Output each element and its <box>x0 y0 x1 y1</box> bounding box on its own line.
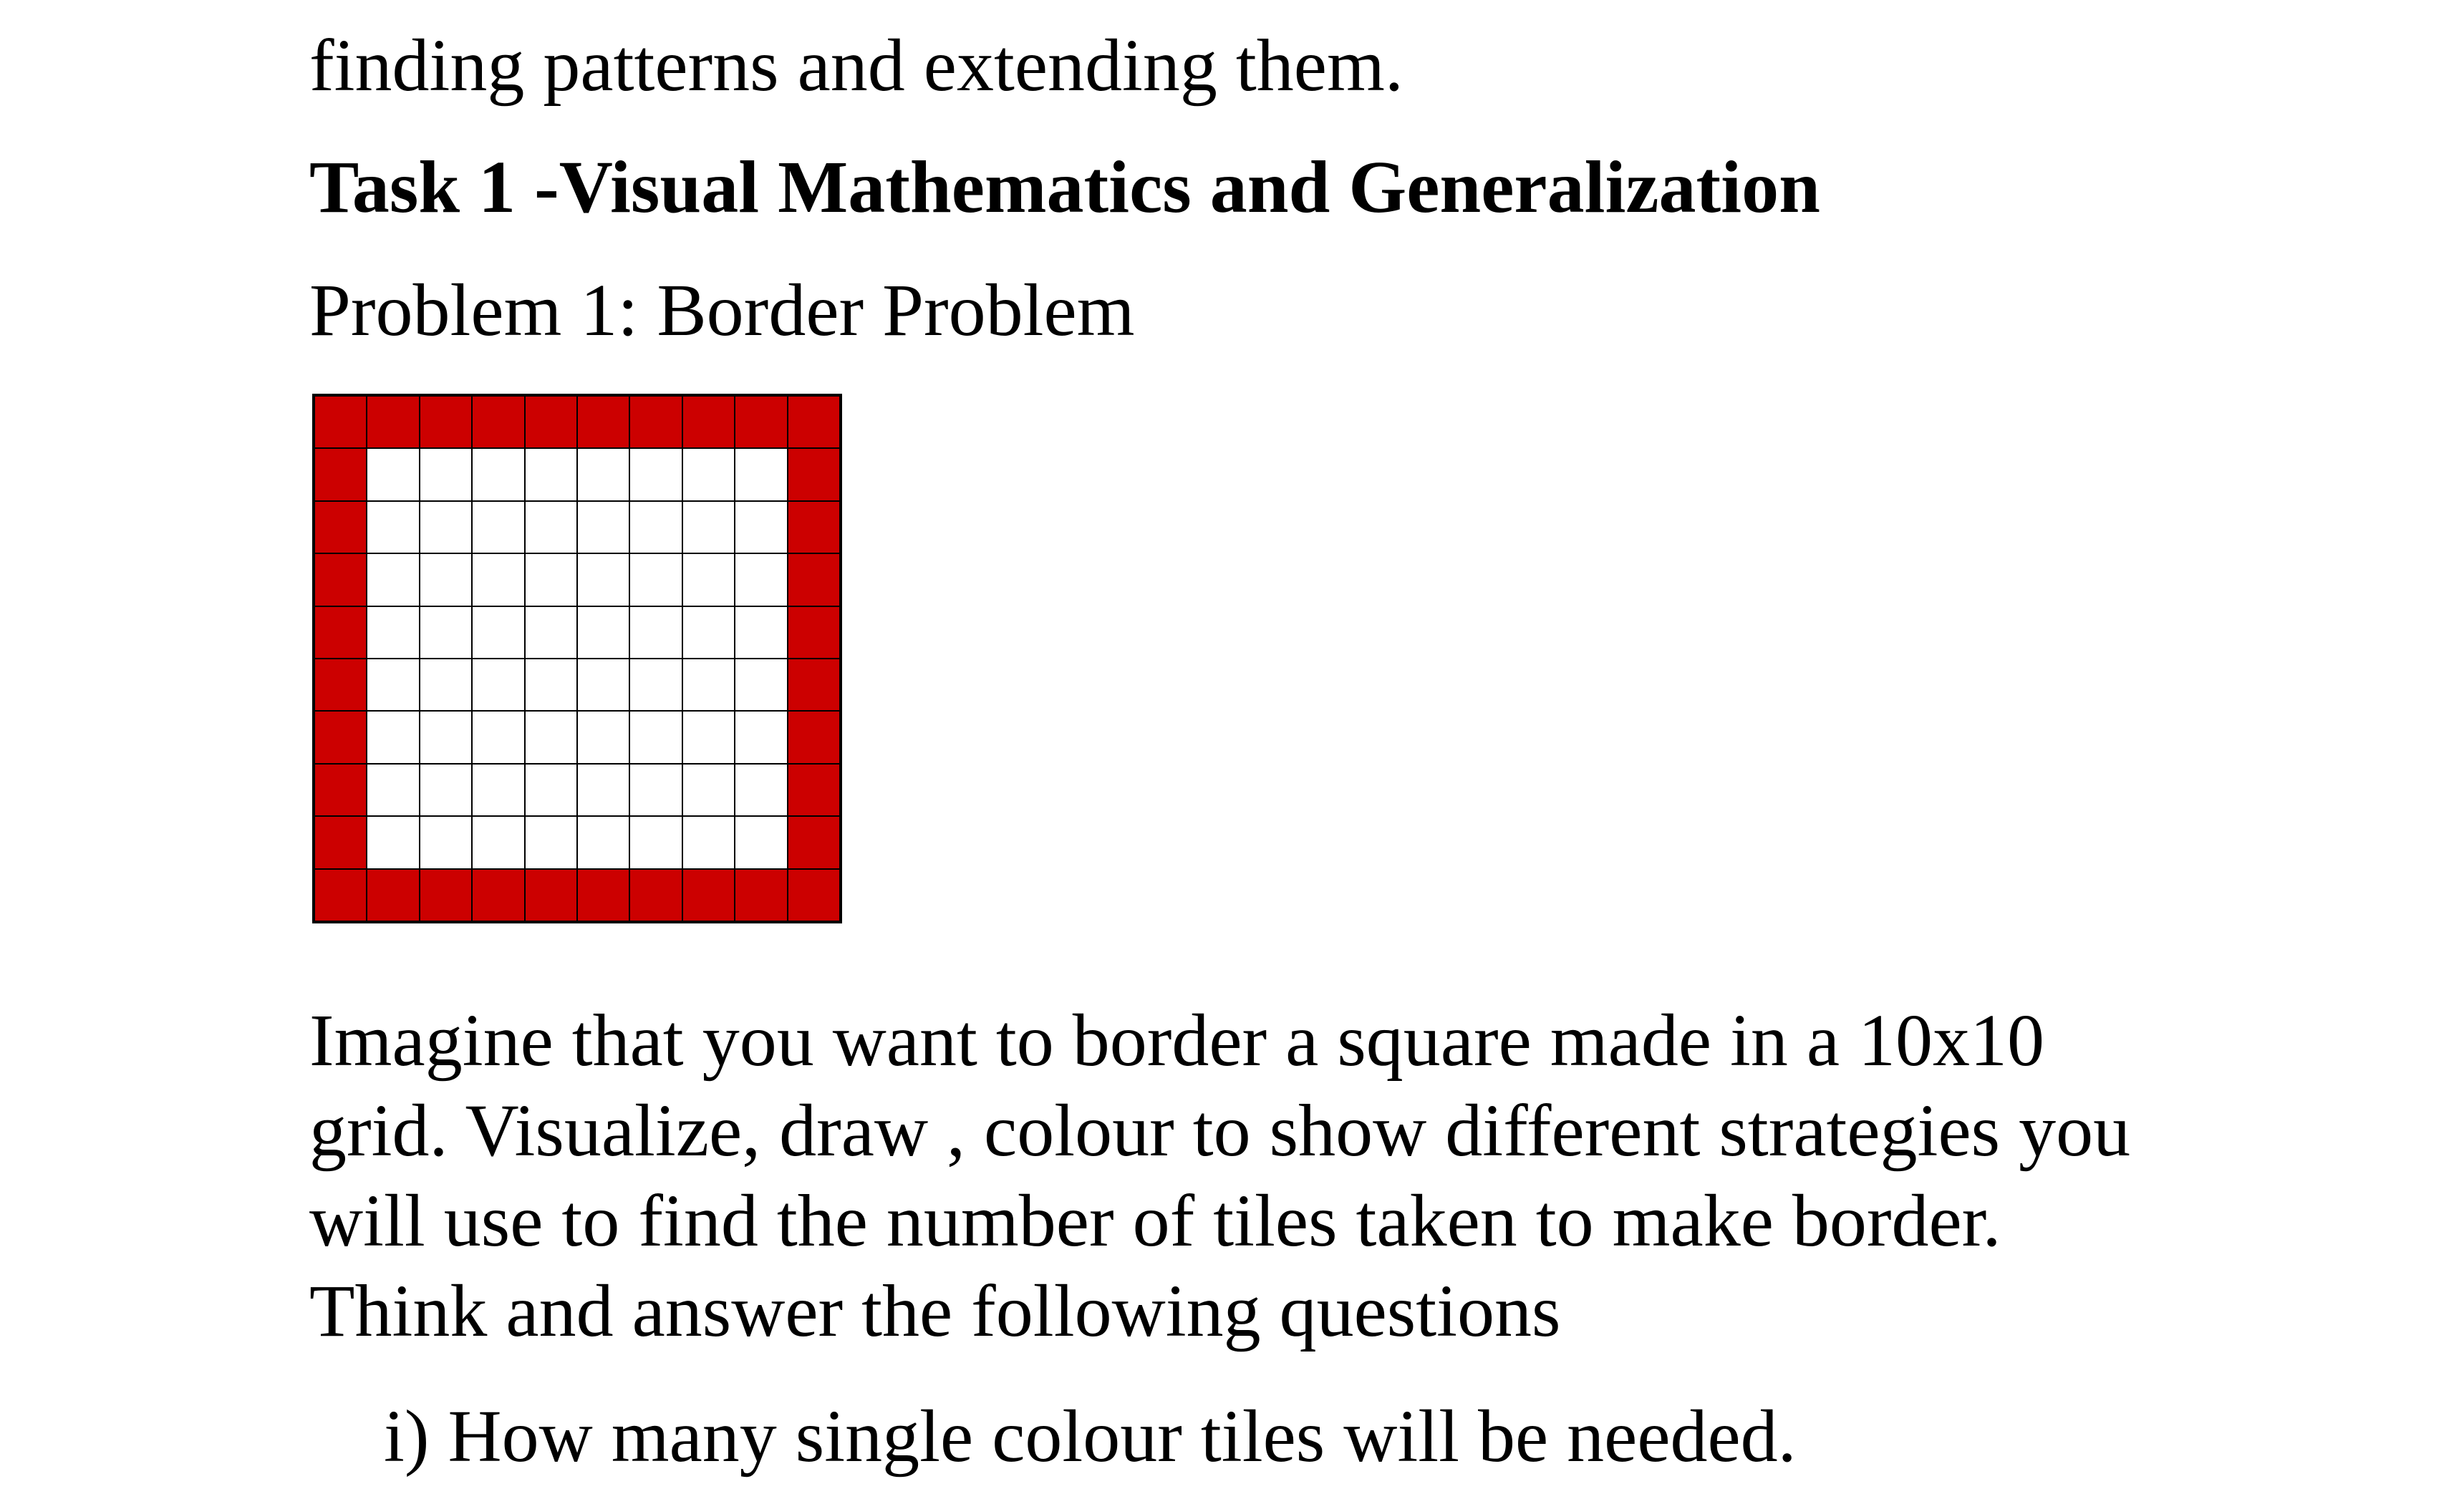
border-tile <box>788 553 840 606</box>
inner-tile <box>367 816 419 868</box>
border-tile <box>788 659 840 711</box>
inner-tile <box>420 501 472 553</box>
inner-tile <box>367 659 419 711</box>
border-tile <box>788 869 840 921</box>
inner-tile <box>420 659 472 711</box>
border-tile <box>367 869 419 921</box>
inner-tile <box>420 816 472 868</box>
inner-tile <box>735 448 787 500</box>
paragraph-line-3: will use to find the number of tiles taken to make border. <box>309 1180 2001 1262</box>
inner-tile <box>525 764 577 816</box>
border-tile <box>314 396 367 448</box>
border-tile <box>314 869 367 921</box>
inner-tile <box>682 501 735 553</box>
inner-tile <box>367 448 419 500</box>
intro-text-line: finding patterns and extending them. <box>309 24 1403 107</box>
border-tile <box>735 869 787 921</box>
inner-tile <box>472 606 524 659</box>
border-tile <box>788 764 840 816</box>
inner-tile <box>472 711 524 763</box>
inner-tile <box>577 606 629 659</box>
paragraph-line-1: Imagine that you want to border a square made in a 10x10 <box>309 999 2045 1082</box>
question-1: i) How many single colour tiles will be needed. <box>384 1395 1797 1478</box>
inner-tile <box>525 501 577 553</box>
inner-tile <box>525 711 577 763</box>
inner-tile <box>577 553 629 606</box>
border-tile <box>788 501 840 553</box>
border-tile <box>788 711 840 763</box>
inner-tile <box>472 448 524 500</box>
inner-tile <box>735 606 787 659</box>
inner-tile <box>525 816 577 868</box>
inner-tile <box>682 764 735 816</box>
border-tile <box>682 396 735 448</box>
inner-tile <box>420 764 472 816</box>
inner-tile <box>735 553 787 606</box>
paragraph-line-2: grid. Visualize, draw , colour to show different strategies you <box>309 1090 2131 1172</box>
inner-tile <box>682 659 735 711</box>
tile-grid <box>312 394 842 923</box>
inner-tile <box>367 764 419 816</box>
border-tile <box>788 396 840 448</box>
inner-tile <box>525 659 577 711</box>
paragraph-line-4: Think and answer the following questions <box>309 1270 1561 1352</box>
border-tile <box>788 816 840 868</box>
inner-tile <box>525 448 577 500</box>
inner-tile <box>472 659 524 711</box>
inner-tile <box>420 606 472 659</box>
border-tile <box>525 869 577 921</box>
border-tile <box>314 553 367 606</box>
border-tile <box>735 396 787 448</box>
border-tile <box>577 396 629 448</box>
border-tile <box>629 396 682 448</box>
border-tile <box>472 396 524 448</box>
inner-tile <box>577 711 629 763</box>
inner-tile <box>577 659 629 711</box>
inner-tile <box>629 659 682 711</box>
border-tile <box>367 396 419 448</box>
border-tile <box>629 869 682 921</box>
inner-tile <box>629 764 682 816</box>
inner-tile <box>367 553 419 606</box>
inner-tile <box>735 764 787 816</box>
inner-tile <box>420 448 472 500</box>
border-grid-figure <box>312 394 842 923</box>
border-tile <box>420 869 472 921</box>
border-tile <box>314 711 367 763</box>
border-tile <box>314 448 367 500</box>
border-tile <box>525 396 577 448</box>
problem-title: Problem 1: Border Problem <box>309 269 1135 351</box>
inner-tile <box>682 448 735 500</box>
border-tile <box>682 869 735 921</box>
border-tile <box>788 448 840 500</box>
inner-tile <box>472 553 524 606</box>
inner-tile <box>629 553 682 606</box>
inner-tile <box>629 501 682 553</box>
inner-tile <box>420 553 472 606</box>
inner-tile <box>629 711 682 763</box>
inner-tile <box>735 711 787 763</box>
border-tile <box>314 764 367 816</box>
inner-tile <box>577 448 629 500</box>
inner-tile <box>525 606 577 659</box>
inner-tile <box>367 606 419 659</box>
inner-tile <box>420 711 472 763</box>
border-tile <box>314 659 367 711</box>
inner-tile <box>735 659 787 711</box>
inner-tile <box>629 816 682 868</box>
inner-tile <box>472 501 524 553</box>
inner-tile <box>472 764 524 816</box>
inner-tile <box>472 816 524 868</box>
inner-tile <box>682 711 735 763</box>
border-tile <box>314 816 367 868</box>
inner-tile <box>735 501 787 553</box>
inner-tile <box>577 501 629 553</box>
inner-tile <box>629 606 682 659</box>
inner-tile <box>682 606 735 659</box>
inner-tile <box>577 816 629 868</box>
inner-tile <box>525 553 577 606</box>
inner-tile <box>367 711 419 763</box>
border-tile <box>314 501 367 553</box>
border-tile <box>472 869 524 921</box>
border-tile <box>420 396 472 448</box>
inner-tile <box>682 553 735 606</box>
border-tile <box>314 606 367 659</box>
inner-tile <box>682 816 735 868</box>
inner-tile <box>735 816 787 868</box>
inner-tile <box>577 764 629 816</box>
border-tile <box>788 606 840 659</box>
inner-tile <box>629 448 682 500</box>
inner-tile <box>367 501 419 553</box>
border-tile <box>577 869 629 921</box>
task-heading: Task 1 -Visual Mathematics and Generalization <box>309 146 1820 228</box>
